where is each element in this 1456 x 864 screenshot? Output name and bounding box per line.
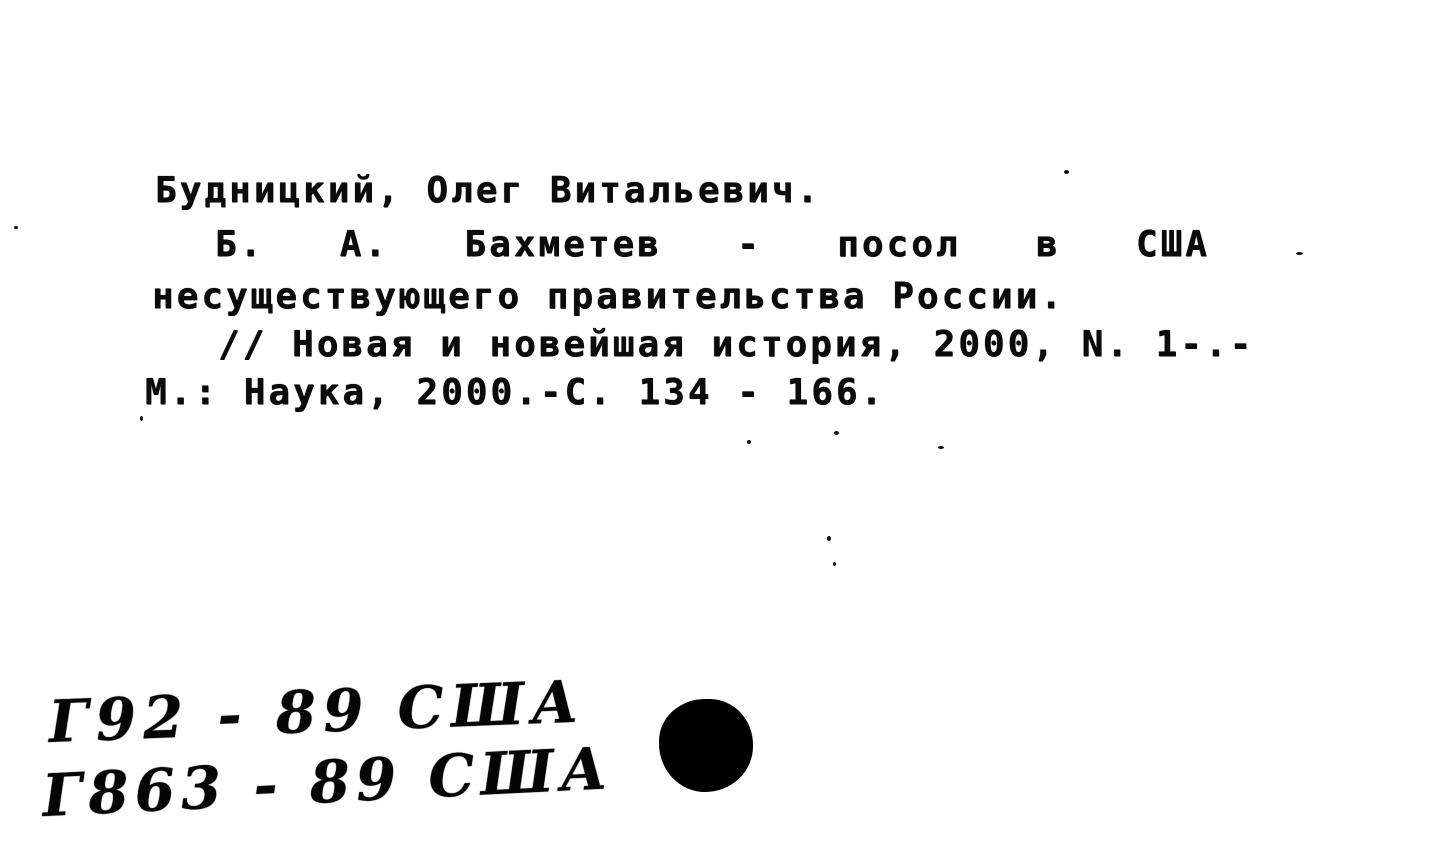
ink-speck [827, 536, 831, 541]
title-word: посол [837, 224, 961, 265]
title-word: - [737, 224, 762, 265]
ink-speck [14, 226, 18, 229]
title-word: в [1035, 224, 1061, 265]
call-number-1: Г92 - 89 США [47, 667, 587, 756]
title-word: США [1135, 224, 1210, 265]
title-word: А. [339, 224, 390, 265]
title-word: Б. [215, 224, 265, 265]
ink-speck [140, 416, 143, 421]
ink-speck [833, 562, 836, 566]
ink-speck [1296, 252, 1303, 255]
author-line: Будницкий, Олег Витальевич. [155, 170, 822, 211]
title-line [215, 224, 1210, 265]
ink-speck [1064, 170, 1069, 174]
ink-speck [747, 440, 751, 444]
source-line: // Новая и новейшая история, 2000, N. 1-.- [218, 324, 1255, 365]
ink-speck [834, 431, 839, 435]
title-wrap-line: несуществующего правительства России. [152, 276, 1065, 317]
imprint-line: М.: Наука, 2000.-С. 134 - 166. [145, 372, 886, 413]
title-word: Бахметев [464, 224, 662, 265]
call-number-2: Г863 - 89 США [40, 734, 615, 830]
ink-stamp-blob [659, 699, 753, 792]
ink-speck [938, 446, 944, 449]
